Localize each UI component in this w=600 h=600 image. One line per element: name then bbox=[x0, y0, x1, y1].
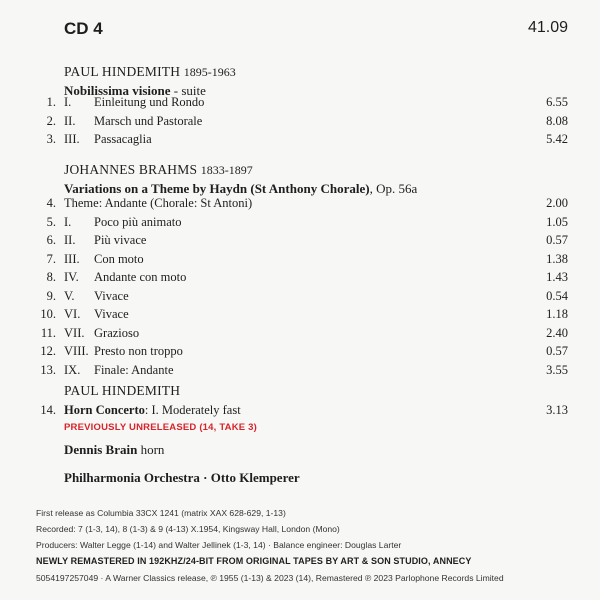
track-number: 6. bbox=[46, 233, 56, 247]
work-title-bold: Variations on a Theme by Haydn (St Anthony Chorale) bbox=[64, 181, 370, 196]
track-number: 11. bbox=[40, 325, 56, 340]
track-row bbox=[0, 270, 600, 288]
track-duration: 1.05 bbox=[546, 214, 568, 229]
track-title: Marsch und Pastorale bbox=[94, 113, 203, 128]
soloist-role: horn bbox=[137, 442, 165, 457]
track-title: Einleitung und Rondo bbox=[94, 95, 205, 109]
credit-first-release: First release as Columbia 33CX 1241 (matrix XAX 628-629, 1-13) bbox=[36, 508, 286, 518]
track-duration: 0.57 bbox=[546, 233, 568, 247]
track-title: Passacaglia bbox=[94, 132, 152, 146]
track-number: 2. bbox=[46, 113, 56, 128]
movement-numeral: III. bbox=[64, 251, 80, 266]
track-duration: 2.00 bbox=[546, 196, 568, 210]
track-number: 14. bbox=[40, 403, 56, 417]
composer-dates: 1895-1963 bbox=[183, 65, 236, 79]
track-duration: 1.38 bbox=[546, 251, 568, 266]
track-number: 12. bbox=[40, 344, 56, 358]
total-time: 41.09 bbox=[527, 19, 568, 36]
movement-numeral: III. bbox=[64, 132, 80, 146]
orchestra bbox=[64, 470, 300, 486]
track-title bbox=[64, 403, 241, 418]
soloist bbox=[64, 442, 164, 458]
track-row bbox=[0, 252, 600, 270]
movement-numeral: V. bbox=[64, 288, 75, 303]
movement-numeral: VIII. bbox=[64, 344, 89, 358]
composer-name: PAUL HINDEMITH bbox=[64, 64, 181, 79]
movement-numeral: II. bbox=[64, 233, 76, 247]
track-row bbox=[0, 326, 600, 344]
track-number: 7. bbox=[46, 251, 56, 266]
track-row bbox=[0, 196, 600, 214]
track-row bbox=[0, 403, 600, 421]
track-duration: 0.54 bbox=[546, 288, 568, 303]
track-duration: 3.55 bbox=[546, 362, 568, 377]
credit-recorded: Recorded: 7 (1-3, 14), 8 (1-3) & 9 (4-13) X.1954, Kingsway Hall, London (Mono) bbox=[36, 524, 340, 534]
track-number: 10. bbox=[40, 307, 56, 321]
track-title: Vivace bbox=[94, 288, 129, 303]
track-duration: 8.08 bbox=[546, 113, 568, 128]
movement-numeral: VII. bbox=[64, 325, 85, 340]
orchestra-name: Philharmonia Orchestra · Otto Klemperer bbox=[64, 470, 300, 485]
movement-numeral: II. bbox=[64, 113, 76, 128]
track-number: 3. bbox=[46, 132, 56, 146]
track-row bbox=[0, 344, 600, 362]
track-duration: 1.43 bbox=[546, 270, 568, 284]
track-title-bold: Horn Concerto bbox=[64, 403, 145, 417]
track-duration: 0.57 bbox=[546, 344, 568, 358]
track-title: Theme: Andante (Chorale: St Antoni) bbox=[64, 196, 253, 210]
track-title: Più vivace bbox=[94, 233, 147, 247]
track-number: 4. bbox=[46, 196, 56, 210]
track-duration: 3.13 bbox=[546, 403, 568, 417]
soloist-name: Dennis Brain bbox=[64, 442, 138, 457]
track-row bbox=[0, 215, 600, 233]
track-title: Vivace bbox=[94, 307, 129, 321]
track-duration: 5.42 bbox=[546, 132, 568, 146]
track-title: Andante con moto bbox=[94, 270, 187, 284]
work-title-bold: Nobilissima visione bbox=[64, 83, 171, 98]
track-row bbox=[0, 132, 600, 150]
cd-label: CD 4 bbox=[64, 19, 103, 38]
track-number: 1. bbox=[46, 95, 56, 109]
track-row bbox=[0, 233, 600, 251]
unreleased-note: PREVIOUSLY UNRELEASED (14, TAKE 3) bbox=[64, 422, 257, 433]
credit-copyright: 5054197257049 · A Warner Classics release, ℗ 1955 (1-13) & 2023 (14), Remastered ℗ 2023 Parlophone Records Limited bbox=[36, 573, 504, 583]
composer-name: JOHANNES BRAHMS bbox=[64, 162, 198, 177]
track-number: 5. bbox=[46, 214, 56, 229]
track-number: 9. bbox=[46, 288, 56, 303]
track-title-rest: : I. Moderately fast bbox=[144, 403, 241, 417]
composer-heading-brahms bbox=[64, 162, 253, 178]
work-suffix: - suite bbox=[170, 83, 206, 98]
track-row bbox=[0, 363, 600, 381]
track-number: 8. bbox=[46, 270, 56, 284]
track-number: 13. bbox=[40, 362, 56, 377]
work-title bbox=[64, 181, 417, 197]
movement-numeral: I. bbox=[64, 95, 72, 109]
credit-remastered: NEWLY REMASTERED IN 192KHZ/24-BIT FROM ORIGINAL TAPES BY ART & SON STUDIO, ANNECY bbox=[36, 556, 472, 566]
credit-producers: Producers: Walter Legge (1-14) and Walter Jellinek (1-3, 14) · Balance engineer: Douglas Larter bbox=[36, 540, 402, 550]
track-title: Con moto bbox=[94, 251, 144, 266]
work-suffix: , Op. 56a bbox=[369, 181, 418, 196]
composer-heading-hindemith bbox=[64, 64, 236, 80]
track-title: Poco più animato bbox=[94, 214, 182, 229]
composer-name: PAUL HINDEMITH bbox=[64, 383, 181, 398]
track-duration: 2.40 bbox=[546, 325, 568, 340]
track-title: Finale: Andante bbox=[94, 362, 174, 377]
track-row bbox=[0, 114, 600, 132]
track-duration: 6.55 bbox=[546, 95, 568, 109]
movement-numeral: I. bbox=[64, 214, 72, 229]
track-row bbox=[0, 95, 600, 113]
movement-numeral: VI. bbox=[64, 307, 81, 321]
movement-numeral: IV. bbox=[64, 270, 79, 284]
movement-numeral: IX. bbox=[64, 362, 81, 377]
composer-heading-hindemith-2 bbox=[64, 383, 180, 399]
track-row bbox=[0, 289, 600, 307]
track-title: Grazioso bbox=[94, 325, 140, 340]
track-duration: 1.18 bbox=[546, 307, 568, 321]
track-title: Presto non troppo bbox=[94, 344, 183, 358]
composer-dates: 1833-1897 bbox=[200, 163, 253, 177]
track-row bbox=[0, 307, 600, 325]
